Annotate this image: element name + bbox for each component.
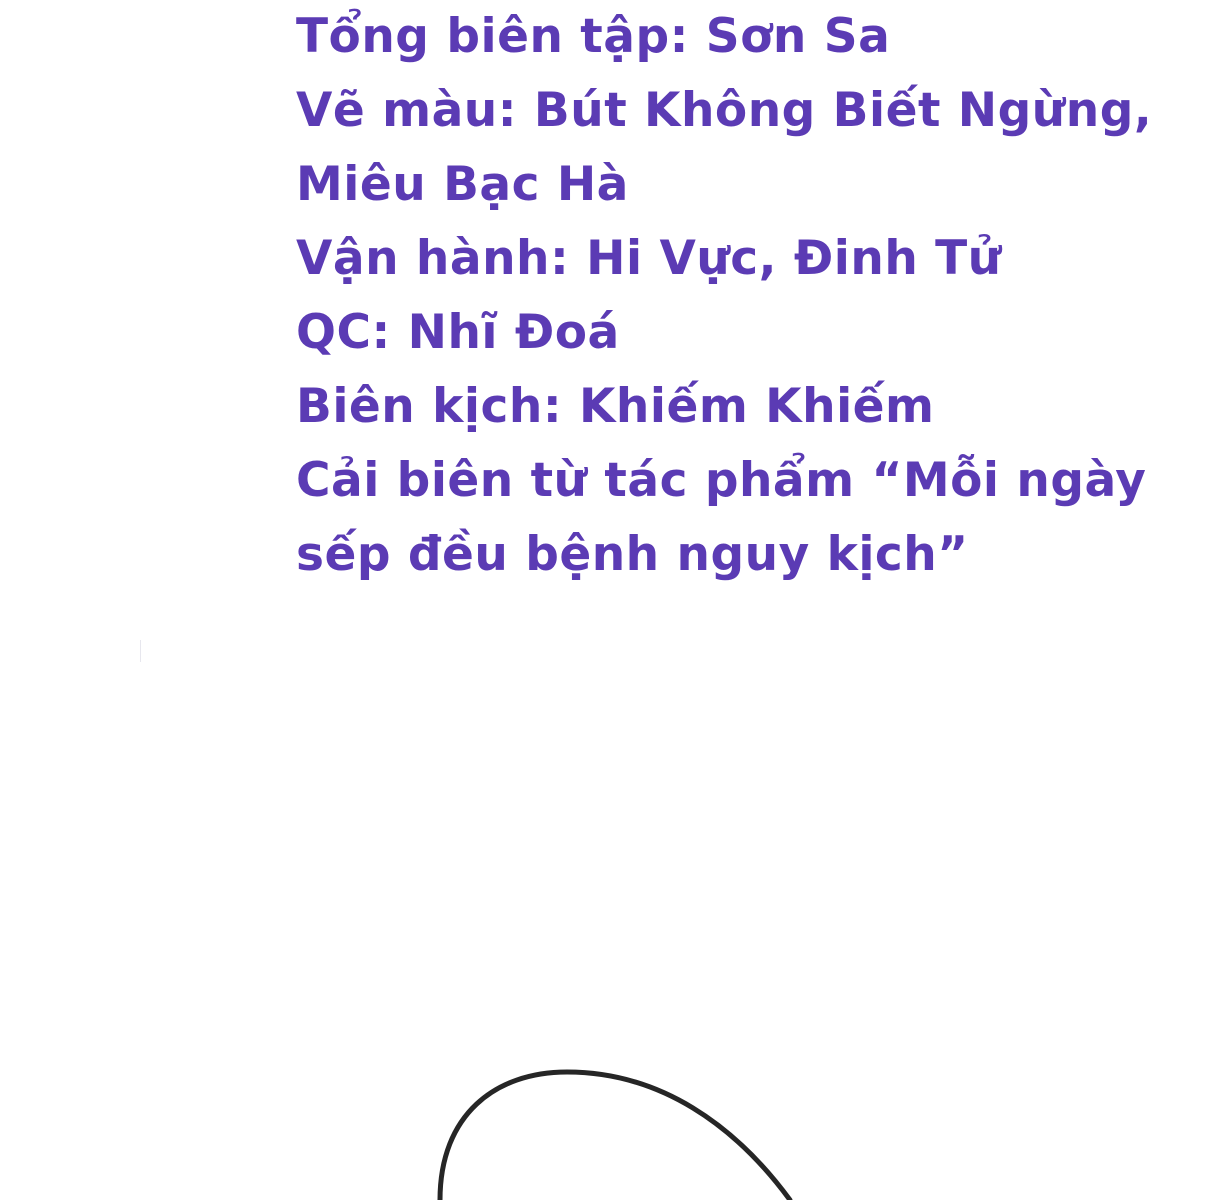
- credit-line: Cải biên từ tác phẩm “Mỗi ngày: [296, 453, 1147, 508]
- illustration-area: [0, 930, 1229, 1200]
- credit-line: Miêu Bạc Hà: [296, 157, 629, 212]
- credit-line: sếp đều bệnh nguy kịch”: [296, 527, 969, 582]
- credit-line: Vận hành: Hi Vực, Đinh Tử: [296, 231, 1002, 286]
- credit-line: Vẽ màu: Bút Không Biết Ngừng,: [296, 83, 1153, 138]
- head-outline-arc-icon: [0, 930, 1229, 1200]
- credit-line: QC: Nhĩ Đoá: [296, 305, 620, 360]
- credit-line: Tổng biên tập: Sơn Sa: [296, 9, 891, 64]
- credits-block: [296, 0, 1176, 592]
- margin-hairline: [140, 640, 141, 662]
- credit-line: Biên kịch: Khiếm Khiếm: [296, 379, 935, 434]
